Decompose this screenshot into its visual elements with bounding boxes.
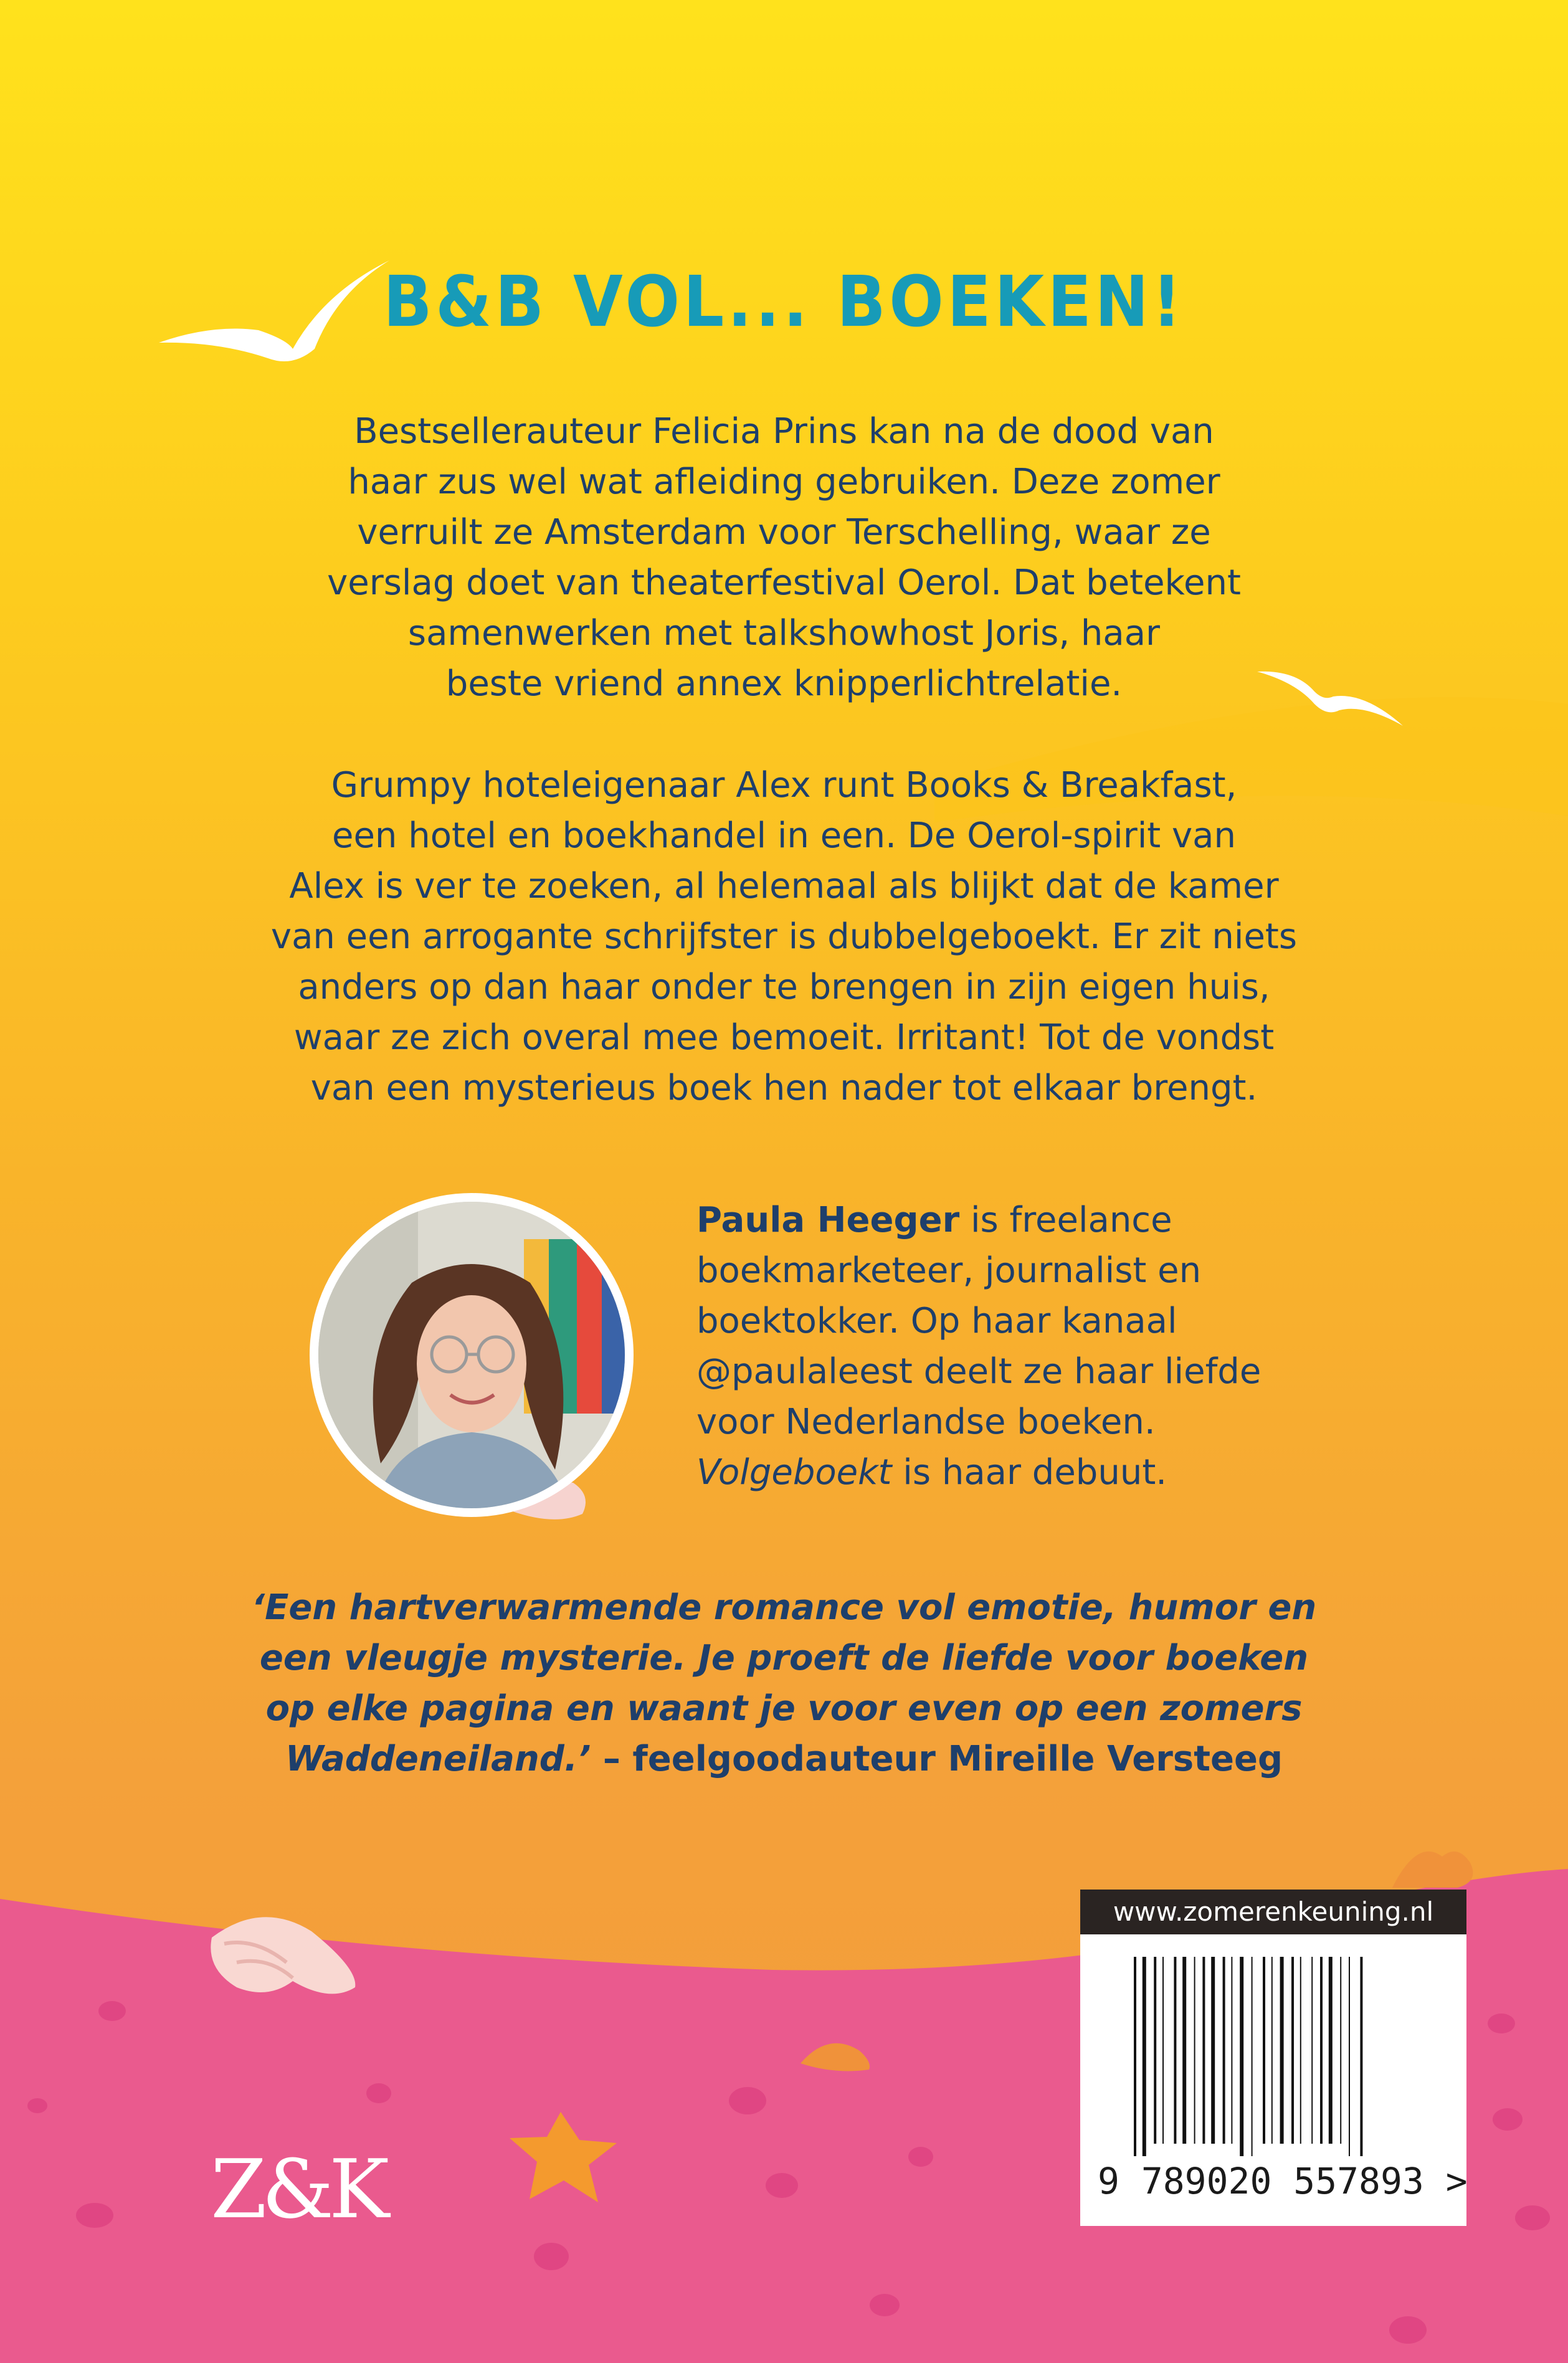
barcode-bar [1174, 1957, 1176, 2144]
barcode-bar [1194, 1957, 1195, 2144]
cover-headline: B&B VOL... BOEKEN! [383, 262, 1185, 343]
publisher-logo: Z&K [211, 2142, 385, 2237]
bio-text: boektokker. Op haar kanaal [696, 1301, 1177, 1341]
barcode [1134, 1957, 1433, 2156]
blurb-line: van een arrogante schrijfster is dubbelgeboekt. Er zit niets [270, 916, 1298, 957]
isbn-arrow: > [1445, 2160, 1468, 2202]
barcode-bar [1162, 1957, 1164, 2144]
blurb-line: Grumpy hoteleigenaar Alex runt Books & Breakfast, [331, 765, 1237, 806]
barcode-bar [1263, 1957, 1265, 2144]
barcode-bar [1329, 1957, 1333, 2144]
barcode-bar [1211, 1957, 1215, 2144]
bio-text: is haar debuut. [891, 1452, 1167, 1493]
blurb-line: een hotel en boekhandel in een. De Oerol-spirit van [332, 815, 1236, 856]
barcode-bar [1231, 1957, 1232, 2144]
barcode-bar [1291, 1957, 1294, 2144]
book-title: Volgeboekt [696, 1452, 892, 1493]
barcode-bar [1320, 1957, 1323, 2144]
barcode-bar [1349, 1957, 1350, 2156]
barcode-bar [1154, 1957, 1156, 2144]
review-quote [187, 1582, 1381, 1784]
conch-shell-icon [211, 1917, 355, 1994]
barcode-bar [1280, 1957, 1284, 2144]
blurb-line: samenwerken met talkshowhost Joris, haar [407, 613, 1161, 654]
isbn-first-digit: 9 [1098, 2160, 1119, 2202]
quote-line: ‘Een hartverwarmende romance vol emotie, humor en [251, 1587, 1317, 1628]
bio-text: @paulaleest deelt ze haar liefde [696, 1351, 1262, 1392]
blurb-line: waar ze zich overal mee bemoeit. Irritant! Tot de vondst [293, 1017, 1275, 1058]
blurb-line: Bestsellerauteur Felicia Prins kan na de dood van [354, 411, 1214, 452]
barcode-bar [1271, 1957, 1273, 2144]
barcode-bar [1252, 1957, 1253, 2156]
blurb-line: Alex is ver te zoeken, al helemaal als blijkt dat de kamer [289, 866, 1279, 906]
barcode-bar [1182, 1957, 1186, 2144]
quote-attribution: – feelgoodauteur Mireille Versteeg [591, 1739, 1283, 1779]
blurb-line: verslag doet van theaterfestival Oerol. Dat betekent [327, 563, 1241, 603]
quote-line: Waddeneiland.’ [285, 1739, 591, 1779]
blurb-paragraph-2 [187, 760, 1381, 1113]
barcode-bar [1300, 1957, 1301, 2144]
isbn-group-2: 557893 [1293, 2160, 1424, 2202]
blurb-line: van een mysterieus boek hen nader tot elkaar brengt. [310, 1068, 1258, 1108]
blurb-line: haar zus wel wat afleiding gebruiken. Deze zomer [348, 462, 1220, 502]
author-portrait [318, 1202, 625, 1508]
barcode-bar [1311, 1957, 1313, 2144]
barcode-bar [1134, 1957, 1136, 2156]
quote-line: een vleugje mysterie. Je proeft de liefde voor boeken [259, 1638, 1309, 1678]
shell-icon-orange-top [1392, 1852, 1473, 1888]
isbn-number [1098, 2160, 1468, 2202]
bio-text: boekmarketeer, journalist en [696, 1250, 1202, 1291]
quote-line: op elke pagina en waant je voor even op een zomers [265, 1688, 1303, 1729]
blurb-line: verruilt ze Amsterdam voor Terschelling, waar ze [357, 512, 1211, 553]
author-photo [310, 1193, 634, 1517]
blurb-paragraph-1 [187, 406, 1381, 709]
isbn-group-1: 789020 [1141, 2160, 1272, 2202]
blurb-line: beste vriend annex knipperlichtrelatie. [445, 663, 1123, 704]
bio-text: voor Nederlandse boeken. [696, 1402, 1156, 1442]
author-name: Paula Heeger [696, 1200, 960, 1240]
barcode-panel [1080, 1890, 1466, 2226]
blurb-line: anders op dan haar onder te brengen in zijn eigen huis, [298, 967, 1270, 1007]
barcode-bar [1340, 1957, 1341, 2144]
barcode-bar [1223, 1957, 1225, 2144]
bio-text: is freelance [959, 1200, 1172, 1240]
barcode-bar [1143, 1957, 1146, 2156]
barcode-bar [1360, 1957, 1362, 2156]
barcode-bar [1202, 1957, 1205, 2144]
publisher-url[interactable]: www.zomerenkeuning.nl [1080, 1890, 1466, 1934]
barcode-bar [1240, 1957, 1243, 2156]
author-bio [696, 1195, 1319, 1498]
